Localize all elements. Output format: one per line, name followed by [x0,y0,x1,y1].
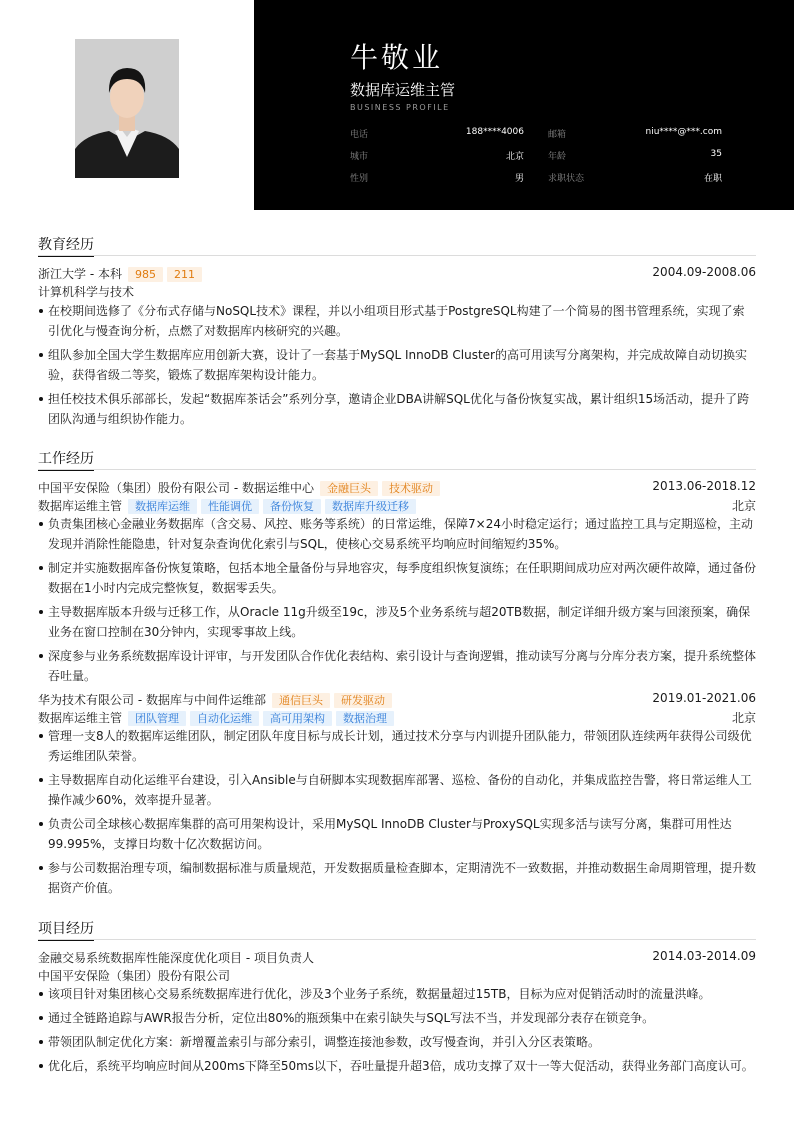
candidate-title: 数据库运维主管 [350,81,456,99]
job-role-row [38,709,756,727]
list-item: 负责公司全球核心数据库集群的高可用架构设计，采用MySQL InnoDB Cluster与ProxySQL实现多活与读写分离，集群可用性达99.995%，支撑日均数十亿次数据访问。 [38,814,756,854]
skill-tag: 备份恢复 [263,499,321,514]
info-value: 188****4006 [465,127,524,137]
info-label: 电话 [350,130,369,140]
info-job-status [548,171,722,183]
job-role: 数据库运维主管 [38,711,123,725]
info-value: 在职 [703,174,722,184]
info-label: 邮箱 [548,130,567,140]
project-name: 金融交易系统数据库性能深度优化项目 - 项目负责人 [38,951,314,965]
project-header [38,949,756,967]
education-bullets [38,301,756,433]
list-item: 主导数据库自动化运维平台建设，引入Ansible与自研脚本实现数据库部署、巡检、备份的自动化，并集成监控告警，将日常运维人工操作减少60%，效率提升显著。 [38,770,756,810]
info-label: 城市 [350,152,369,162]
info-city [350,149,524,161]
work-section [38,448,756,470]
info-value: 35 [710,149,722,159]
job-city: 北京 [731,499,756,513]
info-value: niu****@***.com [645,127,722,137]
list-item: 该项目针对集团核心交易系统数据库进行优化，涉及3个业务子系统，数据量超过15TB，目标为应对促销活动时的流量洪峰。 [38,984,756,1004]
list-item: 主导数据库版本升级与迁移工作，从Oracle 11g升级至19c，涉及5个业务系统与超20TB数据，制定详细升级方案与回滚预案，确保业务在窗口控制在30分钟内，实现零事故上线。 [38,602,756,642]
info-value: 北京 [505,152,524,162]
projects-section [38,918,756,940]
project-period: 2014.03-2014.09 [652,949,756,963]
skill-tag: 团队管理 [128,711,186,726]
job-role: 数据库运维主管 [38,499,123,513]
skill-tag: 数据库运维 [128,499,197,514]
education-major-row [38,283,756,301]
job-bullets [38,726,756,902]
list-item: 担任校技术俱乐部部长，发起“数据库茶话会”系列分享，邀请企业DBA讲解SQL优化与备份恢复实战，累计组织15场活动，提升了跨团队沟通与组织协作能力。 [38,389,756,429]
job-period: 2013.06-2018.12 [652,479,756,493]
company-name: 中国平安保险（集团）股份有限公司 - 数据运维中心 [38,481,314,495]
school-name: 浙江大学 - 本科 [38,267,122,281]
school-tag: 211 [167,267,202,282]
portrait-image [75,39,179,178]
major: 计算机科学与技术 [38,285,135,299]
list-item: 深度参与业务系统数据库设计评审，与开发团队合作优化表结构、索引设计与查询逻辑，推动读写分离与分库分表方案，提升系统整体吞吐量。 [38,646,756,686]
job-bullets [38,514,756,690]
job-header [38,691,756,709]
project-org: 中国平安保险（集团）股份有限公司 [38,969,231,983]
skill-tag: 性能调优 [201,499,259,514]
skill-tag: 数据库升级迁移 [325,499,416,514]
skill-tag: 高可用架构 [263,711,332,726]
company-tag: 研发驱动 [334,693,392,708]
list-item: 制定并实施数据库备份恢复策略，包括本地全量备份与异地容灾，每季度组织恢复演练；在任职期间成功应对两次硬件故障，通过备份数据在1小时内完成完整恢复，数据零丢失。 [38,558,756,598]
company-name: 华为技术有限公司 - 数据库与中间件运维部 [38,693,266,707]
business-profile-label: BUSINESS PROFILE [350,103,450,112]
project-bullets [38,984,756,1080]
company-tag: 技术驱动 [382,481,440,496]
skill-tag: 数据治理 [336,711,394,726]
job-period: 2019.01-2021.06 [652,691,756,705]
info-value: 男 [514,174,524,184]
list-item: 通过全链路追踪与AWR报告分析，定位出80%的瓶颈集中在索引缺失与SQL写法不当，并发现部分表存在锁竞争。 [38,1008,756,1028]
profile-photo [75,39,179,178]
info-age [548,149,722,161]
job-city: 北京 [731,711,756,725]
skill-tag: 自动化运维 [190,711,259,726]
project-org-row [38,967,756,985]
list-item: 管理一支8人的数据库运维团队，制定团队年度目标与成长计划，通过技术分享与内训提升团队能力，带领团队连续两年获得公司级优秀运维团队荣誉。 [38,726,756,766]
info-phone [350,127,524,139]
info-label: 性别 [350,174,369,184]
profile-header [0,0,794,210]
section-title: 教育经历 [38,234,756,256]
list-item: 负责集团核心金融业务数据库（含交易、风控、账务等系统）的日常运维，保障7×24小时稳定运行；通过监控工具与定期巡检，主动发现并消除性能隐患，针对复杂查询优化索引与SQL，使核心交易系统平均响应时间缩短约35%。 [38,514,756,554]
list-item: 在校期间选修了《分布式存储与NoSQL技术》课程，并以小组项目形式基于PostgreSQL构建了一个简易的图书管理系统，实现了索引优化与慢查询分析，点燃了对数据库内核研究的兴趣。 [38,301,756,341]
education-header [38,265,756,283]
company-tag: 通信巨头 [272,693,330,708]
section-title: 项目经历 [38,918,756,940]
job-role-row [38,497,756,515]
info-label: 求职状态 [548,174,585,184]
list-item: 参与公司数据治理专项，编制数据标准与质量规范，开发数据质量检查脚本，定期清洗不一致数据，并推动数据生命周期管理，提升数据资产价值。 [38,858,756,898]
school-tag: 985 [128,267,163,282]
candidate-name: 牛敬业 [350,41,444,74]
info-gender [350,171,524,183]
list-item: 带领团队制定优化方案：新增覆盖索引与部分索引，调整连接池参数，改写慢查询，并引入分区表策略。 [38,1032,756,1052]
info-email [548,127,722,139]
education-period: 2004.09-2008.06 [652,265,756,279]
job-header [38,479,756,497]
section-title: 工作经历 [38,448,756,470]
company-tag: 金融巨头 [320,481,378,496]
info-label: 年龄 [548,152,567,162]
list-item: 优化后，系统平均响应时间从200ms下降至50ms以下，吞吐量提升超3倍，成功支撑了双十一等大促活动，获得业务部门高度认可。 [38,1056,756,1076]
education-section [38,234,756,256]
list-item: 组队参加全国大学生数据库应用创新大赛，设计了一套基于MySQL InnoDB Cluster的高可用读写分离架构，并完成故障自动切换实验，获得省级二等奖，锻炼了数据库架构设计能力。 [38,345,756,385]
